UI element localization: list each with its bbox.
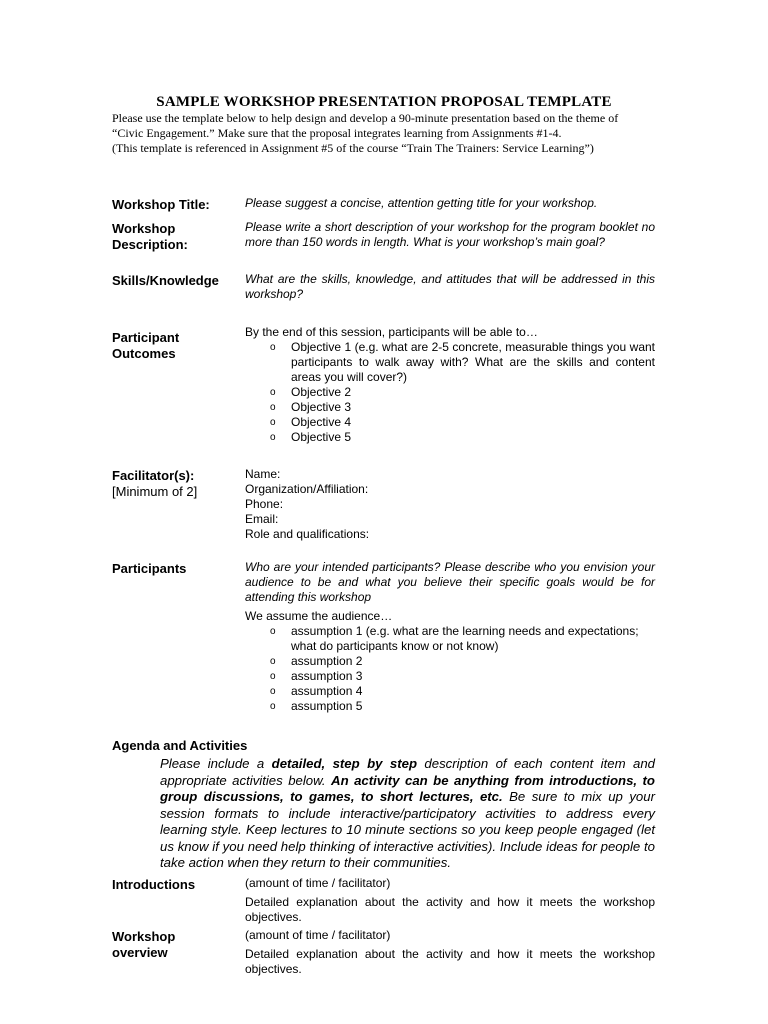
bullet-icon: o [270, 342, 276, 353]
facilitator-field-role: Role and qualifications: [245, 527, 370, 541]
facilitator-field-phone: Phone: [245, 497, 284, 511]
document-title: SAMPLE WORKSHOP PRESENTATION PROPOSAL TEMPLATE [156, 94, 612, 110]
objective-item: Objective 2 [291, 385, 352, 399]
agenda-bold-2: An activity can be anything from introductions, to group discussions, to games, to short lectures, etc. [160, 772, 655, 804]
participants-lead: We assume the audience… [245, 609, 393, 623]
objective-item: Objective 3 [291, 400, 352, 414]
intro-line-1: Please use the template below to help design and develop a 90-minute presentation based on the theme of [112, 111, 619, 125]
bullet-icon: o [270, 402, 276, 413]
agenda-text-1: Please include a [160, 756, 272, 771]
assumption-item: assumption 1 (e.g. what are the learning needs and expectations; what do participants know or not know) [291, 624, 639, 653]
assumption-item: assumption 3 [291, 669, 363, 683]
assumption-item: assumption 2 [291, 654, 363, 668]
bullet-icon: o [270, 686, 276, 697]
bullet-icon: o [270, 701, 276, 712]
bullet-icon: o [270, 417, 276, 428]
facilitators-sublabel: [Minimum of 2] [112, 484, 198, 499]
intro-line-2: “Civic Engagement.” Make sure that the proposal integrates learning from Assignments #1-4. [112, 126, 562, 140]
participants-question: Who are your intended participants? Please describe who you envision your audience to be and what you believe their specific goals would be for attending this workshop [245, 560, 655, 604]
introductions-time: (amount of time / facilitator) [245, 876, 391, 890]
workshop-description-label-line2: Description: [112, 237, 188, 252]
objective-item: Objective 5 [291, 430, 352, 444]
workshop-overview-label-line2: overview [112, 945, 168, 960]
participant-outcomes-label [112, 330, 179, 362]
agenda-heading: Agenda and Activities [112, 738, 248, 753]
agenda-text-3: Be sure to mix up your session formats to include interactive/participatory activities to address every learning style. Keep lectures to 10 minute sections so you keep people engaged (let us know if you need help thinking of interactive activities). Include ideas for people to take action when they return to their communities. [160, 789, 655, 870]
agenda-instructions [160, 756, 655, 872]
workshop-overview-detail: Detailed explanation about the activity and how it meets the workshop objectives. [245, 947, 655, 976]
participants-label: Participants [112, 561, 187, 576]
bullet-icon: o [270, 656, 276, 667]
participant-outcomes-label-line1: Participant [112, 330, 180, 345]
bullet-icon: o [270, 432, 276, 443]
workshop-description-text: Please write a short description of your workshop for the program booklet no more than 150 words in length. What is your workshop’s main goal? [245, 220, 655, 249]
facilitators-label: Facilitator(s): [112, 468, 195, 483]
introductions-detail: Detailed explanation about the activity and how it meets the workshop objectives. [245, 895, 655, 924]
facilitator-field-name: Name: [245, 467, 281, 481]
workshop-overview-label [112, 929, 175, 961]
bullet-icon: o [270, 387, 276, 398]
introductions-label: Introductions [112, 877, 196, 892]
workshop-title-text: Please suggest a concise, attention getting title for your workshop. [245, 196, 598, 210]
facilitator-field-email: Email: [245, 512, 279, 526]
assumption-item: assumption 5 [291, 699, 363, 713]
workshop-overview-time: (amount of time / facilitator) [245, 928, 391, 942]
workshop-description-label [112, 221, 188, 253]
workshop-overview-label-line1: Workshop [112, 929, 176, 944]
objective-item: Objective 4 [291, 415, 352, 429]
agenda-text-2: description of each content item and appropriate activities below. [160, 756, 655, 788]
objective-item: Objective 1 (e.g. what are 2-5 concrete, measurable things you want participants to walk away with? What are the skills and content areas you will cover?) [291, 340, 655, 384]
bullet-icon: o [270, 626, 276, 637]
outcomes-lead: By the end of this session, participants will be able to… [245, 325, 538, 339]
skills-knowledge-text: What are the skills, knowledge, and attitudes that will be addressed in this workshop? [245, 272, 655, 301]
workshop-title-label: Workshop Title: [112, 197, 210, 212]
bullet-icon: o [270, 671, 276, 682]
participant-outcomes-label-line2: Outcomes [112, 346, 176, 361]
skills-knowledge-label: Skills/Knowledge [112, 273, 219, 288]
agenda-bold-1: detailed, step by step [271, 756, 418, 771]
intro-line-3: (This template is referenced in Assignment #5 of the course “Train The Trainers: Service Learning”) [112, 141, 594, 155]
facilitator-field-organization: Organization/Affiliation: [245, 482, 369, 496]
workshop-description-label-line1: Workshop [112, 221, 176, 236]
assumption-item: assumption 4 [291, 684, 363, 698]
